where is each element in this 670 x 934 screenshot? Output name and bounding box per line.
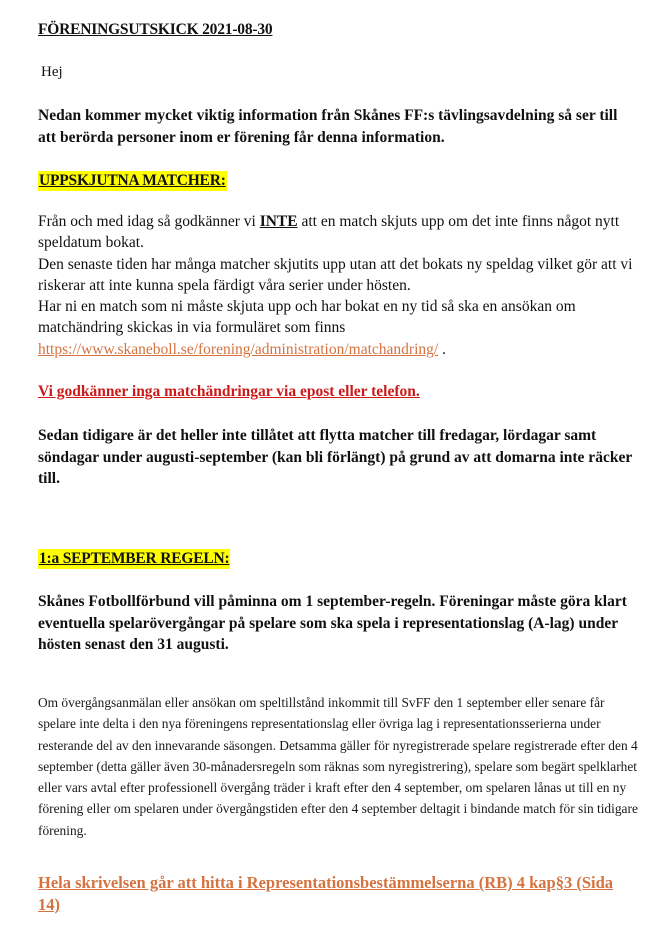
transfer-rules-paragraph: Om övergångsanmälan eller ansökan om speltillstånd inkommit till SvFF den 1 september eller senare får spelare inte delta i den nya föreningens representationslag eller övriga lag i representationsserierna under resterande del av den innevarande säsongen. Detsamma gäller för nyregistrerade spelare registrerade efter den 4 september (detta gäller även 30-månadersregeln som räknas som nyregistrering), spelare som begärt spelklarhet eller vars avtal efter professionell övergång träder i kraft efter den 4 september, om spelaren lånas ut till en ny förening eller om spelaren under övergångstiden efter den 4 september deltagit i bindande match för sin tidigare förening. <box>38 695 638 838</box>
weekend-rule-paragraph: Sedan tidigare är det heller inte tillåtet att flytta matcher till fredagar, lördagar samt söndagar under augusti-september (kan bli förlängt) på grund av att domarna inte räcker till. <box>38 427 632 487</box>
greeting: Hej <box>41 64 63 80</box>
rb-reference-link[interactable]: Hela skrivelsen går att hitta i Representationsbestämmelserna (RB) 4 kap§3 (Sida 14) <box>38 873 614 914</box>
text-segment: Den senaste tiden har många matcher skjutits upp utan att det bokats ny speldag vilket gör att vi riskerar att inte kunna spela färdigt våra serier under hösten. <box>38 255 633 294</box>
text-segment: att en match skjuts upp om det inte finns något nytt speldatum bokat. <box>38 213 620 252</box>
september-rule-reminder: Skånes Fotbollförbund vill påminna om 1 september-regeln. Föreningar måste göra klart eventuella spelarövergångar på spelare som ska spela i representationslag (A-lag) under hösten senast den 31 augusti. <box>38 593 627 653</box>
warning-no-email-phone: Vi godkänner inga matchändringar via epost eller telefon. <box>38 383 420 400</box>
document-title: FÖRENINGSUTSKICK 2021-08-30 <box>38 21 273 38</box>
heading-highlight: 1:a SEPTEMBER REGELN: <box>39 550 230 567</box>
emphasis-inte: INTE <box>259 213 298 230</box>
section-heading-september-rule <box>38 548 230 569</box>
text-segment: Har ni en match som ni måste skjuta upp och har bokat en ny tid så ska en ansökan om matchändring skickas in via formuläret som finns <box>38 298 576 337</box>
match-change-form-link[interactable]: https://www.skaneboll.se/forening/administration/matchandring/ <box>38 340 439 358</box>
postponed-matches-paragraph <box>38 211 638 360</box>
intro-paragraph: Nedan kommer mycket viktig information från Skånes FF:s tävlingsavdelning så ser till att berörda personer inom er förening får denna information. <box>38 107 618 146</box>
trailing-period: . <box>438 340 446 358</box>
heading-highlight: UPPSKJUTNA MATCHER: <box>39 172 226 189</box>
section-heading-postponed-matches <box>38 170 227 191</box>
text-segment: Från och med idag så godkänner vi <box>38 213 260 230</box>
